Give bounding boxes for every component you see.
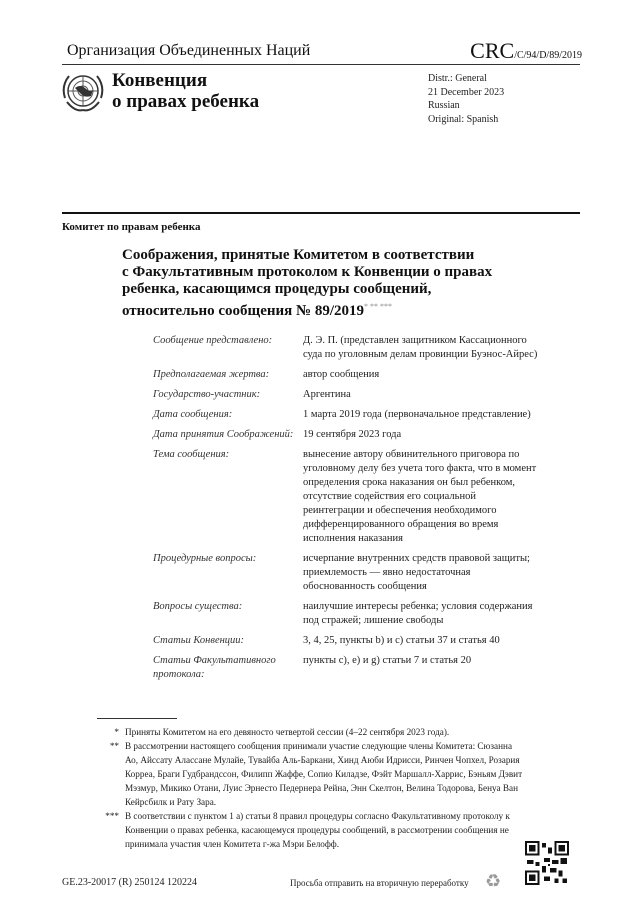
row-label: Дата сообщения:	[153, 409, 233, 420]
info-row	[153, 552, 553, 594]
convention-line: о правах ребенка	[112, 91, 260, 112]
info-row	[153, 654, 553, 682]
original-line: Original: Spanish	[428, 113, 499, 125]
page-footer	[0, 871, 640, 911]
row-label: Государство-участник:	[153, 389, 261, 400]
footnote-text: В рассмотрении настоящего сообщения принимали участие следующие члены Комитета: Сюзанна Ао, Айссату Алассане Мулайе, Тувайба Аль-Баркани, Хинд Аюби Идрисси, Ринчен Чопхел, Розария Корреа, Браги Гудбрандссон, Филипп Жаффе, Сопио Киладзе, Фэйт Маршалл-Харрис, Бэньям Дэвит Мэзмур, Микико Отани, Луис Эрнесто Педернера Рейна, Энн Скелтон, Велина Тодорова, Бенуа Ван Кейрсбилк и Рату Зара.	[125, 741, 523, 807]
title-line: ребенка, касающимся процедуры сообщений,	[122, 281, 432, 297]
info-row	[153, 600, 553, 628]
row-label: Дата принятия Соображений:	[153, 429, 294, 440]
info-table	[153, 334, 553, 718]
row-value: вынесение автору обвинительного приговора по уголовному делу без учета того факта, что в момент определения срока наказания он был ребенком, отсутствие содействия его социальной реинтеграции и обеспечения необходимого дифференцированного обращения во время исполнения наказания	[303, 449, 537, 544]
info-row	[153, 388, 553, 402]
row-value: наилучшие интересы ребенка; условия содержания под стражей; лишение свободы	[303, 601, 533, 626]
un-emblem-icon	[60, 68, 106, 114]
footnote	[95, 725, 525, 739]
footnote-text: Приняты Комитетом на его девяносто четвертой сессии (4–22 сентября 2023 года).	[125, 727, 450, 737]
row-value: 19 сентября 2023 года	[303, 429, 402, 440]
header-rule	[62, 64, 580, 65]
row-label: Тема сообщения:	[153, 449, 230, 460]
info-row	[153, 448, 553, 546]
row-label: Процедурные вопросы:	[153, 553, 257, 564]
document-title	[122, 247, 592, 320]
row-label: Предполагаемая жертва:	[153, 369, 270, 380]
footnote-mark: **	[109, 741, 119, 751]
section-rule	[62, 212, 580, 214]
row-label: Сообщение представлено:	[153, 335, 273, 346]
distr-line: Distr.: General	[428, 73, 487, 84]
row-value: Д. Э. П. (представлен защитником Кассационного суда по уголовным делам провинции Буэнос-Айрес)	[303, 335, 538, 360]
row-value: 1 марта 2019 года (первоначальное представление)	[303, 409, 531, 420]
info-row	[153, 408, 553, 422]
row-label: Статьи Факультативного протокола:	[153, 655, 276, 680]
row-value: пункты c), e) и g) статьи 7 и статья 20	[303, 655, 472, 666]
row-label: Статьи Конвенции:	[153, 635, 245, 646]
info-row	[153, 428, 553, 442]
qr-code-icon[interactable]	[525, 841, 569, 885]
info-row	[153, 634, 553, 648]
committee-name: Комитет по правам ребенка	[62, 221, 201, 233]
title-line: с Факультативным протоколом к Конвенции о правах	[122, 264, 493, 280]
document-code: GE.23-20017 (R) 250124 120224	[62, 877, 197, 888]
row-value: 3, 4, 25, пункты b) и c) статьи 37 и статья 40	[303, 635, 500, 646]
language-line: Russian	[428, 100, 460, 111]
organization-name: Организация Объединенных Наций	[67, 42, 311, 59]
document-body	[0, 334, 640, 911]
document-symbol	[470, 38, 582, 64]
row-value: Аргентина	[303, 389, 351, 400]
footnote-marks: * ** ***	[364, 302, 392, 311]
title-line: Соображения, принятые Комитетом в соответствии	[122, 247, 475, 263]
date-line: 21 December 2023	[428, 86, 505, 98]
symbol-sub: /C/94/D/89/2019	[514, 50, 582, 61]
convention-line: Конвенция	[112, 70, 208, 91]
info-row	[153, 334, 553, 362]
footnote-rule	[97, 718, 177, 719]
convention-title	[112, 70, 259, 112]
recycle-note: Просьба отправить на вторичную переработку	[290, 878, 469, 888]
title-line-text: относительно сообщения № 89/2019	[122, 303, 364, 319]
footnote	[95, 809, 525, 851]
row-label: Вопросы существа:	[153, 601, 243, 612]
info-row	[153, 368, 553, 382]
row-value: автор сообщения	[303, 369, 380, 380]
recycle-icon: ♻	[485, 871, 502, 891]
footnote-text: В соответствии с пунктом 1 a) статьи 8 правил процедуры согласно Факультативному протоколу к Конвенции о правах ребенка, касающемуся процедуры сообщений, в рассмотрении сообщения не принимала участия член Комитета г-жа Мэри Белофф.	[125, 811, 510, 849]
symbol-main: CRC	[470, 38, 515, 63]
distribution-info	[428, 72, 504, 126]
footnote	[95, 739, 525, 809]
title-line	[122, 298, 592, 320]
footnote-mark: *	[114, 727, 119, 737]
row-value: исчерпание внутренних средств правовой защиты; приемлемость — явно недостаточная обоснованность сообщения	[303, 553, 530, 592]
footnote-mark: ***	[105, 811, 119, 821]
